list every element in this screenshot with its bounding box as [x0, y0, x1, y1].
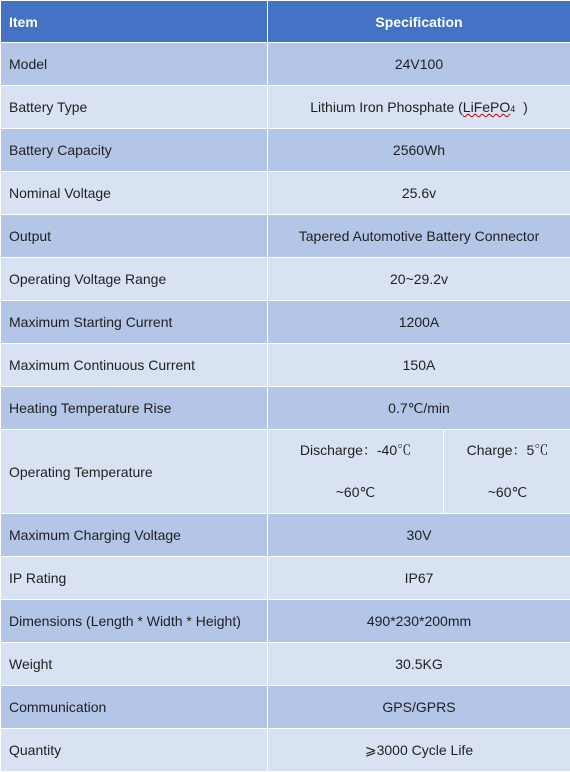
row-value: 2560Wh: [268, 129, 570, 172]
discharge-bottom: ~60℃: [335, 484, 376, 500]
row-value: 20~29.2v: [268, 258, 570, 301]
row-label: Heating Temperature Rise: [1, 387, 268, 430]
table-row: [1, 514, 570, 557]
header-item: Item: [1, 1, 268, 43]
row-value: 150A: [268, 344, 570, 387]
row-label: Quantity: [1, 729, 268, 772]
battery-type-prefix: Lithium Iron Phosphate (: [310, 99, 463, 115]
row-value: GPS/GPRS: [268, 686, 570, 729]
row-value: 490*230*200mm: [268, 600, 570, 643]
battery-type-sub: 4: [510, 104, 516, 114]
row-label: Maximum Starting Current: [1, 301, 268, 344]
row-value: [268, 86, 570, 129]
charge-bottom: ~60℃: [487, 484, 528, 500]
table-row: [1, 301, 570, 344]
table-row: [1, 86, 570, 129]
battery-type-chem: LiFePO: [462, 99, 511, 115]
discharge-top: Discharge：-40℃: [299, 442, 412, 458]
table-row: [1, 172, 570, 215]
row-label: Nominal Voltage: [1, 172, 268, 215]
table-row: [1, 258, 570, 301]
row-label: Operating Voltage Range: [1, 258, 268, 301]
row-label: Output: [1, 215, 268, 258]
row-value: 0.7℃/min: [268, 387, 570, 430]
table-row: [1, 643, 570, 686]
table-row: [1, 600, 570, 643]
header-specification: Specification: [268, 1, 570, 43]
charge-range: [445, 430, 570, 513]
table-row: [1, 557, 570, 600]
row-value: 30V: [268, 514, 570, 557]
operating-temperature-cell: [268, 430, 570, 514]
table-row: [1, 43, 570, 86]
row-label: Operating Temperature: [1, 430, 268, 514]
table-row: [1, 215, 570, 258]
row-label: IP Rating: [1, 557, 268, 600]
row-value: Tapered Automotive Battery Connector: [268, 215, 570, 258]
row-label: Maximum Charging Voltage: [1, 514, 268, 557]
row-label: Communication: [1, 686, 268, 729]
charge-top: Charge：5℃: [466, 442, 549, 458]
table-row: [1, 387, 570, 430]
row-value: 25.6v: [268, 172, 570, 215]
row-label: Dimensions (Length * Width * Height): [1, 600, 268, 643]
discharge-range: [268, 430, 444, 513]
row-label: Weight: [1, 643, 268, 686]
table-row: [1, 686, 570, 729]
row-value: 24V100: [268, 43, 570, 86]
row-value: ⩾3000 Cycle Life: [268, 729, 570, 772]
row-value: IP67: [268, 557, 570, 600]
table-row: [1, 129, 570, 172]
row-label: Maximum Continuous Current: [1, 344, 268, 387]
row-label: Model: [1, 43, 268, 86]
row-label: Battery Capacity: [1, 129, 268, 172]
table-row: [1, 430, 570, 514]
table-row: [1, 344, 570, 387]
table-row: [1, 729, 570, 772]
battery-type-suffix: ): [523, 99, 528, 115]
row-value: 30.5KG: [268, 643, 570, 686]
row-label: Battery Type: [1, 86, 268, 129]
row-value: 1200A: [268, 301, 570, 344]
header-row: [1, 1, 570, 43]
